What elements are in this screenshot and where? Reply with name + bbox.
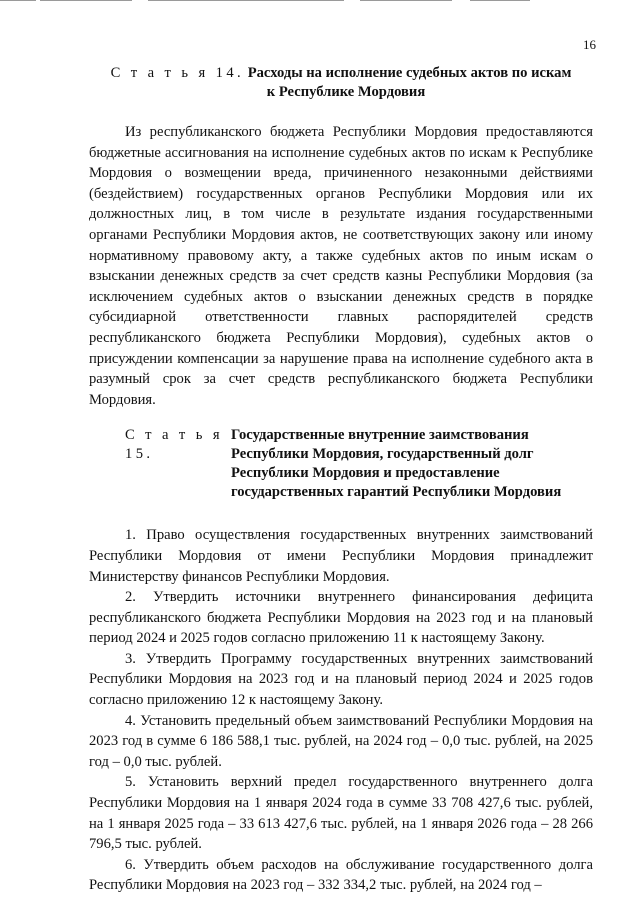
article-15-item: 6. Утвердить объем расходов на обслуживание государственного долга Республики Мордовия на 2023 год – 332 334,2 тыс. рублей, на 2024 год – (89, 856, 593, 894)
scan-top-edge (0, 0, 640, 2)
article-14-title-line2: к Республике Мордовия (266, 84, 426, 100)
scan-edge-segment (0, 0, 36, 1)
page-number: 16 (583, 37, 596, 52)
scan-edge-segment (470, 0, 530, 1)
article-15-item: 4. Установить предельный объем заимствований Республики Мордовия на 2023 год в сумме 6 186 588,1 тыс. рублей, на 2024 год – 0,0 тыс. рублей, на 2025 год – 0,0 тыс. рублей. (89, 712, 593, 770)
scan-edge-segment (360, 0, 452, 1)
article-14-title-line1: Расходы на исполнение судебных актов по искам (247, 65, 572, 81)
article-15-title-line: государственных гарантий Республики Мордовия (231, 484, 562, 501)
article-15-item: 3. Утвердить Программу государственных внутренних заимствований Республики Мордовия на 2023 год и на плановый период 2024 и 2025 годов согласно приложению 12 к настоящему Закону. (89, 650, 593, 709)
article-14-text: Из республиканского бюджета Республики Мордовия предоставляются бюджетные ассигнования на исполнение судебных актов по искам к Республике Мордовия о возмещении вреда, причиненного незаконными действиями (бездействием) государственных органов Республики Мордовия или их должностных лиц, в том числе в результате издания государственными органами Республики Мордовия актов, не соответствующих закону или иному нормативному правовому акту, а также судебных актов по иным искам о взыскании денежных средств за счет средств казны Республики Мордовия (за исключением судебных актов о взыскании денежных средств в порядке субсидиарной ответственности главных распорядителей средств республиканского бюджета Республики Мордовия), судебных актов о присуждении компенсации за нарушение права на исполнение судебного акта в разумный срок за счет средств республиканского бюджета Республики Мордовия. (89, 124, 593, 408)
article-15-item: 5. Установить верхний предел государственного внутреннего долга Республики Мордовия на 1 января 2024 года в сумме 33 708 427,6 тыс. рублей, на 1 января 2025 года – 33 613 427,6 тыс. рублей, на 1 января 2026 года – 28 266 796,5 тыс. рублей. (89, 774, 593, 853)
article-15-item: 2. Утвердить источники внутреннего финансирования дефицита республиканского бюджета Республики Мордовия на 2023 год и на плановый период 2024 и 2025 годов согласно приложению 11 к настоящему Закону. (89, 589, 593, 647)
scan-edge-segment (40, 0, 132, 1)
article-15-title-line: Государственные внутренние заимствования (231, 427, 529, 444)
article-15-title (231, 426, 561, 502)
article-15-heading (89, 426, 593, 502)
article-14-heading (89, 64, 593, 102)
scan-edge-segment (148, 0, 344, 1)
article-15-items (89, 525, 593, 896)
article-14-label: С т а т ь я 14. (110, 65, 245, 81)
article-15-title-line: Республики Мордовия и предоставление (231, 465, 500, 482)
document-page (89, 64, 593, 896)
article-15-title-line: Республики Мордовия, государственный долг (231, 446, 534, 463)
article-15-label: С т а т ь я 15. (125, 427, 223, 463)
article-15-item: 1. Право осуществления государственных внутренних заимствований Республики Мордовия от имени Республики Мордовия принадлежит Министерству финансов Республики Мордовия. (89, 527, 593, 585)
